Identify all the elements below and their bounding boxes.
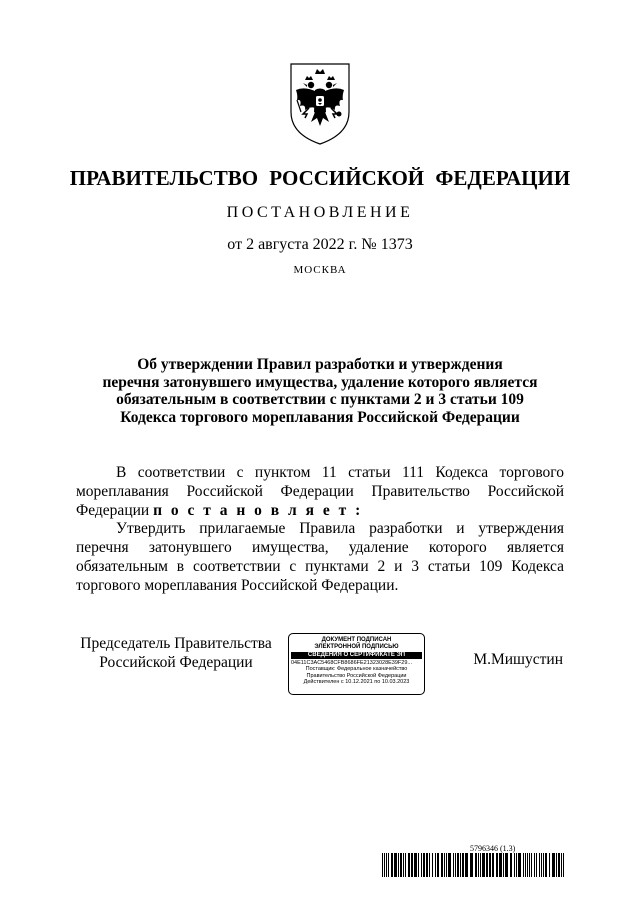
barcode-bar xyxy=(545,853,547,877)
barcode-bar xyxy=(563,853,564,877)
decision-text: Утвердить прилагаемые Правила разработки и утверждения перечня затонувшего имущества, удаление которого является обязательным в соответствии с пунктами 2 и 3 статьи 109 Кодекса торгового мореплавания Российской Федерации. xyxy=(76,520,564,594)
barcode-bar xyxy=(462,853,464,877)
barcode-bar xyxy=(523,853,524,877)
preamble-paragraph xyxy=(76,463,564,520)
barcode-bar xyxy=(437,853,439,877)
electronic-signature-stamp xyxy=(288,633,425,695)
barcode-bar xyxy=(386,853,387,877)
barcode-bar xyxy=(444,853,445,877)
barcode-bar xyxy=(426,853,428,877)
barcode-bar xyxy=(408,853,410,877)
barcode-bar xyxy=(414,853,417,877)
stamp-title: ЭЛЕКТРОННОЙ ПОДПИСЬЮ xyxy=(314,644,399,650)
barcode-bar xyxy=(418,853,419,877)
barcode-bar xyxy=(398,853,399,877)
barcode-bar xyxy=(382,853,383,877)
barcode-bar xyxy=(455,853,456,877)
barcode-icon xyxy=(382,853,566,877)
stamp-certificate-bar: СВЕДЕНИЯ О СЕРТИФИКАТЕ ЭП xyxy=(291,652,422,659)
document-date-number: от 2 августа 2022 г. № 1373 xyxy=(227,236,413,253)
document-type: ПОСТАНОВЛЕНИЕ xyxy=(226,204,414,221)
barcode-bar xyxy=(561,853,562,877)
stamp-issuer: Поставщик: Федеральное казначейство xyxy=(305,666,408,673)
position-line: Председатель Правительства xyxy=(80,635,272,652)
barcode-bar xyxy=(514,853,515,877)
barcode-bar xyxy=(534,853,535,877)
barcode-bar xyxy=(531,853,532,877)
decrees-word: п о с т а н о в л я е т : xyxy=(153,502,363,519)
barcode-bar xyxy=(421,853,422,877)
barcode-bar xyxy=(460,853,461,877)
barcode-bar xyxy=(549,853,550,877)
barcode-bar xyxy=(429,853,430,877)
document-subject xyxy=(70,356,570,426)
barcode-bar xyxy=(403,853,404,877)
position-line: Российской Федерации xyxy=(99,654,253,671)
barcode-bar xyxy=(405,853,406,877)
subject-line: Кодекса торгового мореплавания Российской Федерации xyxy=(120,408,520,426)
barcode-bar xyxy=(516,853,517,877)
barcode-bar xyxy=(400,853,402,877)
barcode-bar xyxy=(448,853,451,877)
barcode-bar xyxy=(536,853,537,877)
barcode-bar xyxy=(482,853,485,877)
barcode-bar xyxy=(525,853,526,877)
subject-line: обязательным в соответствии с пунктами 2 и 3 статьи 109 xyxy=(116,391,524,408)
barcode-bar xyxy=(423,853,425,877)
barcode-bar xyxy=(388,853,389,877)
russian-coat-of-arms-icon xyxy=(287,60,353,148)
barcode-bar xyxy=(465,853,468,877)
document-city: МОСКВА xyxy=(293,264,347,276)
preamble-text: В соответствии с пунктом 11 статьи 111 Кодекса торгового мореплавания Российской Федерации Правительство Российской Федерации xyxy=(76,464,564,519)
barcode-number: 5796346 (1.3) xyxy=(470,844,516,853)
barcode-bar xyxy=(527,853,528,877)
stamp-title: ДОКУМЕНТ ПОДПИСАН xyxy=(321,637,392,643)
barcode-bar xyxy=(478,853,479,877)
barcode-bar xyxy=(496,853,498,877)
barcode-bar xyxy=(446,853,447,877)
subject-line: Об утверждении Правил разработки и утверждения xyxy=(137,356,503,373)
barcode-bar xyxy=(539,853,540,877)
barcode-bar xyxy=(384,853,385,877)
barcode-bar xyxy=(518,853,521,877)
barcode-bar xyxy=(441,853,443,877)
signatory-name: М.Мишустин xyxy=(473,651,563,668)
stamp-validity: Действителен с 10.12.2021 по 10.03.2023 xyxy=(303,679,410,686)
barcode-bar xyxy=(499,853,502,877)
barcode-bar xyxy=(558,853,560,877)
barcode-bar xyxy=(457,853,459,877)
barcode-bar xyxy=(453,853,454,877)
barcode-bar xyxy=(489,853,491,877)
barcode-bar xyxy=(556,853,557,877)
barcode-bar xyxy=(394,853,397,877)
signatory-position xyxy=(76,634,276,672)
barcode-bar xyxy=(552,853,555,877)
barcode-bar xyxy=(492,853,494,877)
barcode-bar xyxy=(411,853,413,877)
decision-paragraph xyxy=(76,519,564,595)
stamp-issuer: Правительство Российской Федерации xyxy=(306,672,407,679)
barcode-bar xyxy=(486,853,488,877)
barcode-bar xyxy=(391,853,393,877)
barcode-bar xyxy=(480,853,481,877)
barcode-bar xyxy=(505,853,508,877)
barcode-bar xyxy=(470,853,473,877)
barcode-bar xyxy=(543,853,544,877)
barcode-bar xyxy=(435,853,436,877)
subject-line: перечня затонувшего имущества, удаление которого является xyxy=(102,373,538,391)
barcode-bar xyxy=(529,853,530,877)
stamp-serial: 04E11C3AC5468CFB8686FE21323028E39F29... xyxy=(291,660,412,666)
barcode-bar xyxy=(541,853,542,877)
barcode-bar xyxy=(503,853,504,877)
barcode-bar xyxy=(432,853,433,877)
barcode-bar xyxy=(510,853,512,877)
barcode-bar xyxy=(475,853,477,877)
government-title: ПРАВИТЕЛЬСТВО РОССИЙСКОЙ ФЕДЕРАЦИИ xyxy=(69,166,571,190)
